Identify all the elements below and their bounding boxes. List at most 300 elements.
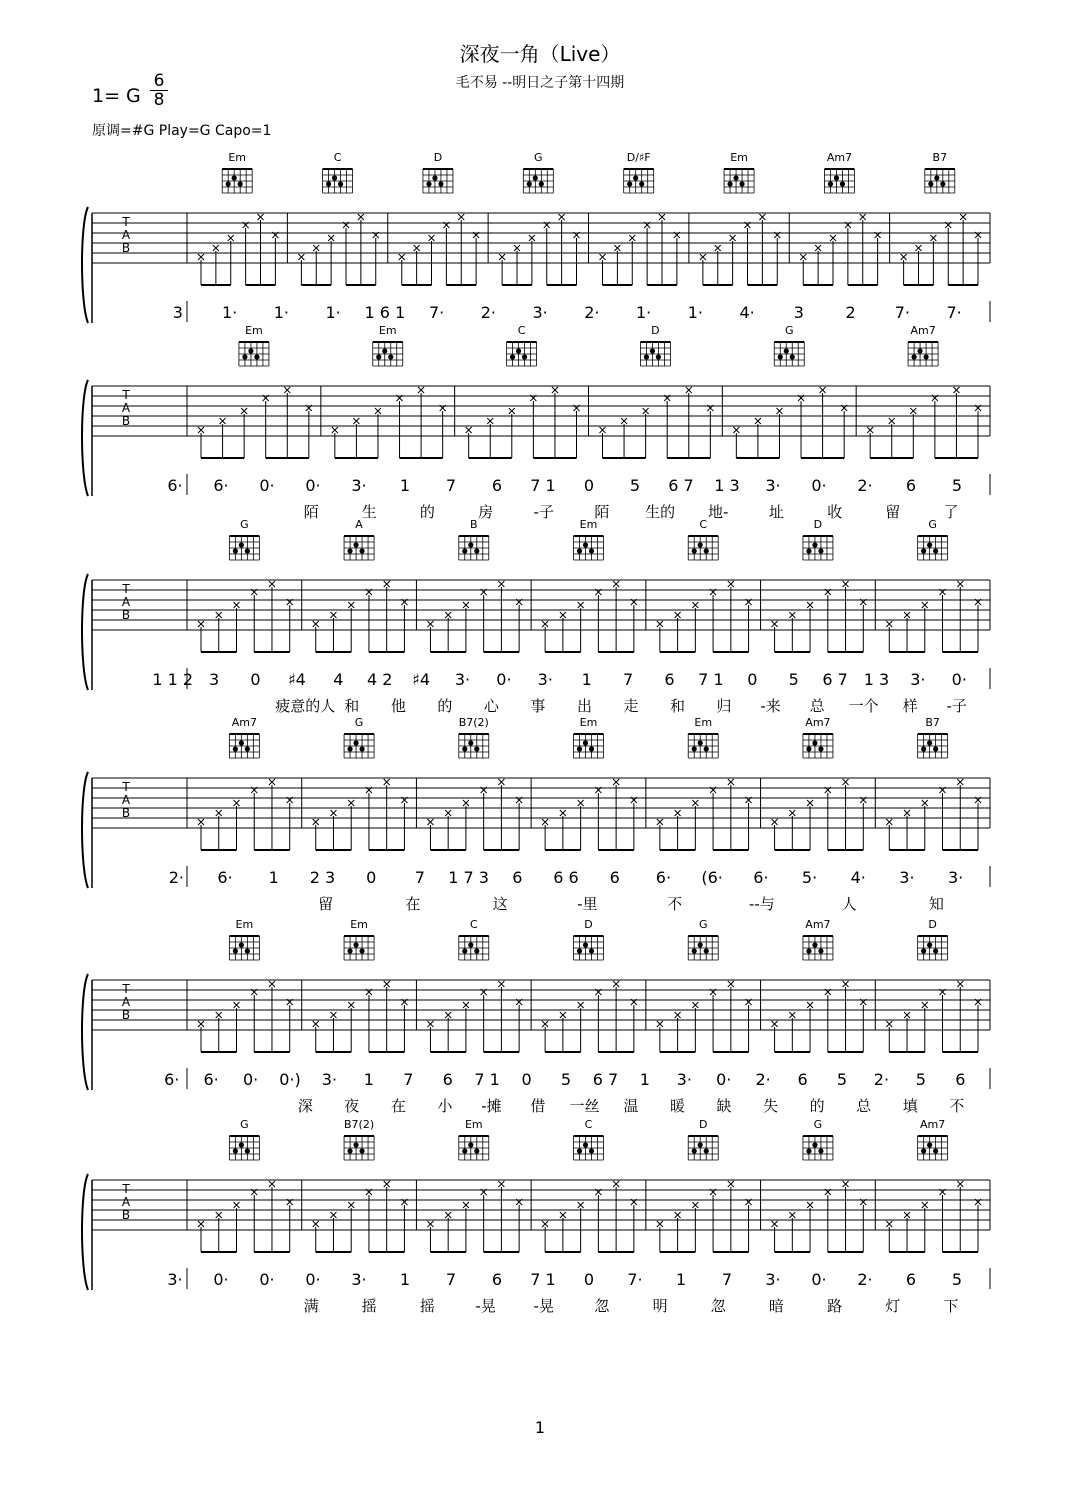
numbered-note: 0 [583, 1270, 595, 1289]
note-mark [560, 1212, 566, 1218]
note-mark [463, 602, 469, 608]
chord-finger-dot [583, 740, 588, 745]
note-mark [957, 581, 963, 587]
note-mark [776, 408, 782, 414]
chord-finger-dot [468, 942, 473, 947]
lyric-word: 在 [405, 895, 421, 913]
chord-finger-dot [933, 948, 938, 953]
chord-finger-dot [812, 740, 817, 745]
lyric-word: 了 [943, 503, 959, 521]
chord-finger-dot [248, 348, 253, 353]
lyric-word: 地- [708, 503, 729, 521]
lyric-word: 暗 [768, 1297, 784, 1315]
numbered-note: 6 [905, 476, 917, 495]
numbered-note: 1 [399, 1270, 411, 1289]
chord-finger-dot [812, 1142, 817, 1147]
chord-finger-dot [704, 948, 709, 953]
chord-finger-dot [332, 175, 337, 180]
chord-name: Em [378, 324, 397, 337]
numbered-note: 6· [203, 1070, 219, 1089]
numbered-note: 3 [172, 303, 183, 322]
chord-finger-dot [583, 542, 588, 547]
chord-name: Am7 [920, 1118, 946, 1131]
note-mark [772, 621, 778, 627]
note-mark [621, 418, 627, 424]
note-mark [657, 1021, 663, 1027]
note-mark [560, 810, 566, 816]
numbered-note: 6 [442, 1070, 453, 1089]
numbered-note: 0 [250, 670, 261, 689]
numbered-note: 2 3 [309, 868, 336, 887]
note-mark [330, 1212, 336, 1218]
tab-label-letter: T [122, 215, 130, 229]
chord-finger-dot [326, 181, 331, 186]
note-mark [807, 1202, 813, 1208]
tab-system [82, 1118, 990, 1315]
note-mark [499, 254, 505, 260]
note-mark [487, 418, 493, 424]
note-mark [675, 612, 681, 618]
tab-system [82, 151, 990, 323]
lyric-word: 暖 [670, 1097, 686, 1115]
note-mark [659, 214, 665, 220]
tab-label-letter: T [122, 780, 130, 794]
chord-finger-dot [233, 1148, 238, 1153]
lyric-word: 明 [652, 1297, 668, 1315]
chord-name: Em [579, 716, 598, 729]
chord-finger-dot [589, 948, 594, 953]
chord-finger-dot [527, 181, 532, 186]
numbered-note: 5· [801, 868, 818, 887]
note-mark [789, 810, 795, 816]
chord-finger-dot [818, 948, 823, 953]
numbered-note: 7 [721, 1270, 733, 1289]
note-mark [692, 602, 698, 608]
lyric-word: 事 [530, 697, 546, 715]
chord-finger-dot [242, 354, 247, 359]
numbered-note: 6· [655, 868, 672, 887]
note-mark [904, 1212, 910, 1218]
note-mark [542, 819, 548, 825]
chord-finger-dot [698, 1142, 703, 1147]
key-signature: 1= G [92, 85, 141, 107]
chord-finger-dot [934, 175, 939, 180]
note-mark [284, 387, 290, 393]
lyric-word: 缺 [716, 1097, 732, 1115]
note-mark [328, 235, 334, 241]
chord-finger-dot [338, 181, 343, 186]
chord-finger-dot [778, 354, 783, 359]
chord-finger-dot [522, 354, 527, 359]
chord-name: D [928, 918, 937, 931]
lyric-word: 摇 [419, 1297, 435, 1315]
page-number: 1 [534, 1418, 546, 1437]
chord-finger-dot [639, 181, 644, 186]
numbered-note: 6 [664, 670, 675, 689]
lyric-word: 失 [763, 1097, 779, 1115]
note-mark [384, 981, 390, 987]
note-mark [269, 1181, 275, 1187]
chord-finger-dot [388, 354, 393, 359]
chord-finger-dot [238, 181, 243, 186]
note-mark [445, 612, 451, 618]
numbered-note: 3· [321, 1070, 338, 1089]
note-mark [269, 581, 275, 587]
numbered-note: 7 1 [530, 1270, 556, 1289]
chord-finger-dot [462, 1148, 467, 1153]
lyric-word: 的 [419, 503, 435, 521]
numbered-note: 7 [403, 1070, 414, 1089]
tab-label-letter: B [121, 241, 131, 255]
note-mark [843, 779, 849, 785]
chord-finger-dot [359, 548, 364, 553]
chord-finger-dot [704, 548, 709, 553]
lyric-word: 房 [478, 503, 494, 521]
numbered-note: 0· [496, 670, 512, 689]
chord-name: C [699, 518, 708, 531]
numbered-note: 0 [583, 476, 595, 495]
chord-name: G [354, 716, 364, 729]
chord-finger-dot [347, 548, 352, 553]
chord-finger-dot [911, 354, 916, 359]
chord-name: Am7 [826, 151, 853, 164]
chord-finger-dot [539, 181, 544, 186]
numbered-note: 6 [512, 868, 523, 887]
chord-name: G [534, 151, 543, 164]
chord-finger-dot [927, 1142, 932, 1147]
numbered-note: 7· [428, 303, 445, 322]
note-mark [578, 1002, 584, 1008]
lyric-word: 总 [809, 697, 825, 715]
chord-finger-dot [589, 1148, 594, 1153]
song-subtitle: 毛不易 --明日之子第十四期 [455, 75, 625, 91]
note-mark [922, 602, 928, 608]
time-signature-top: 6 [150, 72, 168, 91]
chord-name: C [517, 324, 526, 337]
numbered-note: 7 [445, 1270, 457, 1289]
chord-finger-dot [233, 948, 238, 953]
numbered-note: 0· [951, 670, 967, 689]
note-mark [728, 981, 734, 987]
chord-finger-dot [627, 181, 632, 186]
numbered-note: 1· [325, 303, 341, 322]
note-mark [613, 581, 619, 587]
numbered-note: 1 6 1 [364, 303, 406, 322]
note-mark [313, 1021, 319, 1027]
note-mark [957, 1181, 963, 1187]
note-mark [213, 245, 219, 251]
numbered-note: 5 [560, 1070, 572, 1089]
numbered-note: 4 2 [366, 670, 393, 689]
chord-finger-dot [353, 542, 358, 547]
note-mark [910, 408, 916, 414]
chord-finger-dot [239, 542, 244, 547]
chord-finger-dot [933, 548, 938, 553]
tab-label-letter: B [121, 608, 131, 622]
lyric-word: 留 [885, 503, 901, 521]
tab-label-letter: B [121, 1208, 131, 1222]
numbered-note: 6 [797, 1070, 808, 1089]
numbered-note: 1 7 3 [448, 868, 489, 887]
numbered-note: 6· [164, 1070, 180, 1089]
chord-finger-dot [245, 1148, 250, 1153]
note-mark [399, 254, 405, 260]
lyric-word: -晃 [475, 1297, 496, 1315]
numbered-note: 3· [167, 1270, 183, 1289]
numbered-note: 3· [948, 868, 964, 887]
note-mark [657, 621, 663, 627]
note-mark [313, 245, 319, 251]
chord-finger-dot [233, 548, 238, 553]
numbered-note: 3· [532, 303, 548, 322]
note-mark [772, 819, 778, 825]
note-mark [675, 1012, 681, 1018]
chord-finger-dot [933, 746, 938, 751]
note-mark [233, 1202, 239, 1208]
numbered-note: 6 [491, 1270, 503, 1289]
numbered-note: 7 1 [530, 476, 556, 495]
note-mark [755, 418, 761, 424]
note-mark [916, 245, 922, 251]
system-bracket [82, 574, 88, 690]
numbered-note: 0· [305, 1270, 321, 1289]
lyric-word: 一个 [848, 697, 879, 715]
note-mark [843, 981, 849, 987]
note-mark [542, 1021, 548, 1027]
chord-finger-dot [927, 942, 932, 947]
lyric-word: 的 [437, 697, 453, 715]
chord-finger-dot [468, 740, 473, 745]
numbered-note: 0· [811, 476, 827, 495]
lyric-word: 忽 [710, 1297, 726, 1315]
note-mark [258, 214, 264, 220]
lyric-word: 的 [809, 1097, 825, 1115]
lyric-word: --与 [748, 895, 775, 913]
tab-system [82, 918, 990, 1115]
numbered-note: 1 1 2 [152, 670, 194, 689]
note-mark [728, 581, 734, 587]
chord-finger-dot [921, 948, 926, 953]
chord-finger-dot [438, 181, 443, 186]
numbered-note: 0· [305, 476, 321, 495]
lyric-word: 陌 [594, 503, 610, 521]
numbered-note: 5 [788, 670, 799, 689]
chord-finger-dot [818, 548, 823, 553]
chord-name: C [469, 918, 478, 931]
note-mark [514, 245, 520, 251]
chord-name: D/♯F [626, 151, 651, 164]
chord-finger-dot [834, 175, 839, 180]
chord-finger-dot [254, 354, 259, 359]
chord-finger-dot [698, 942, 703, 947]
lyric-word: 他 [390, 697, 406, 715]
note-mark [445, 1012, 451, 1018]
tab-label-letter: B [121, 414, 131, 428]
note-mark [613, 1181, 619, 1187]
note-mark [700, 254, 706, 260]
note-mark [613, 779, 619, 785]
tab-label-letter: B [121, 1008, 131, 1022]
tab-label-letter: T [122, 388, 130, 402]
system-bracket [82, 207, 88, 323]
note-mark [427, 819, 433, 825]
chord-finger-dot [376, 354, 381, 359]
chord-finger-dot [933, 1148, 938, 1153]
chord-name: D [584, 918, 593, 931]
note-mark [498, 779, 504, 785]
chord-finger-dot [474, 948, 479, 953]
note-mark [772, 1021, 778, 1027]
lyric-word: 摇 [361, 1297, 377, 1315]
chord-name: B7(2) [344, 1118, 375, 1131]
lyric-word: 在 [390, 1097, 406, 1115]
chord-finger-dot [474, 1148, 479, 1153]
chord-name: Am7 [805, 716, 831, 729]
numbered-note: 6 7 [822, 670, 848, 689]
note-mark [807, 1002, 813, 1008]
numbered-note: 1 3 [863, 670, 890, 689]
chord-name: Em [350, 918, 368, 931]
numbered-note: 3 [793, 303, 804, 322]
chord-finger-dot [806, 948, 811, 953]
lyric-word: -摊 [481, 1097, 502, 1115]
numbered-note: 6 [905, 1270, 917, 1289]
lyric-word: 归 [716, 697, 732, 715]
note-mark [429, 235, 435, 241]
numbered-note: ♯4 [287, 670, 306, 689]
note-mark [886, 1021, 892, 1027]
chord-finger-dot [921, 1148, 926, 1153]
lyric-word: -里 [577, 895, 598, 913]
note-mark [953, 387, 959, 393]
note-mark [686, 387, 692, 393]
note-mark [559, 214, 565, 220]
numbered-note: 0· [242, 1070, 259, 1089]
numbered-note: 1· [273, 303, 290, 322]
note-mark [375, 408, 381, 414]
chord-finger-dot [382, 348, 387, 353]
chord-finger-dot [353, 1142, 358, 1147]
numbered-note: 6· [217, 868, 233, 887]
numbered-note: 1· [635, 303, 652, 322]
chord-finger-dot [510, 354, 515, 359]
note-mark [313, 819, 319, 825]
chord-finger-dot [818, 746, 823, 751]
note-mark [957, 981, 963, 987]
numbered-note: 5 [836, 1070, 848, 1089]
numbered-note: 5 [951, 476, 963, 495]
chord-finger-dot [462, 948, 467, 953]
lyric-word: -子 [533, 503, 554, 521]
tab-system [82, 716, 990, 913]
lyric-word: 不 [949, 1097, 965, 1115]
note-mark [269, 981, 275, 987]
system-bracket [82, 380, 88, 496]
numbered-note: 5 [951, 1270, 963, 1289]
note-mark [198, 1221, 204, 1227]
chord-finger-dot [226, 181, 231, 186]
chord-finger-dot [921, 746, 926, 751]
note-mark [384, 779, 390, 785]
note-mark [463, 1002, 469, 1008]
lyric-word: 下 [943, 1297, 959, 1315]
chord-finger-dot [583, 1142, 588, 1147]
chord-finger-dot [347, 1148, 352, 1153]
chord-finger-dot [790, 354, 795, 359]
lyric-word: 留 [318, 895, 334, 913]
numbered-note: 3· [351, 1270, 367, 1289]
note-mark [600, 427, 606, 433]
chord-name: Em [235, 918, 254, 931]
lyric-word: 总 [856, 1097, 872, 1115]
note-mark [578, 602, 584, 608]
note-mark [552, 387, 558, 393]
chord-finger-dot [589, 746, 594, 751]
note-mark [529, 235, 535, 241]
note-mark [418, 387, 424, 393]
lyric-word: 路 [827, 1297, 843, 1315]
note-mark [313, 1221, 319, 1227]
chord-finger-dot [940, 181, 945, 186]
note-mark [830, 235, 836, 241]
numbered-note: 7 [623, 670, 634, 689]
tab-label-letter: A [121, 1195, 131, 1209]
tab-label-letter: T [122, 1182, 130, 1196]
lyric-word: 生 [361, 503, 377, 521]
note-mark [330, 810, 336, 816]
chord-name: D [433, 151, 443, 164]
note-mark [330, 612, 336, 618]
numbered-note: 1 [675, 1270, 687, 1289]
numbered-note: 7 [445, 476, 457, 495]
lyric-word: 小 [437, 1097, 453, 1115]
chord-finger-dot [245, 948, 250, 953]
numbered-note: 7· [894, 303, 911, 322]
chord-finger-dot [784, 348, 789, 353]
note-mark [789, 612, 795, 618]
note-mark [904, 1012, 910, 1018]
note-mark [759, 214, 765, 220]
time-signature-bottom: 8 [153, 90, 165, 110]
chord-name: Em [464, 1118, 483, 1131]
numbered-note: (6· [701, 868, 723, 887]
note-mark [216, 810, 222, 816]
note-mark [614, 245, 620, 251]
note-mark [715, 245, 721, 251]
note-mark [578, 1202, 584, 1208]
lyric-word: 和 [344, 697, 360, 715]
chord-name: A [355, 518, 363, 531]
system-bracket [82, 1174, 88, 1290]
chord-name: C [584, 1118, 593, 1131]
note-mark [886, 1221, 892, 1227]
chord-finger-dot [347, 746, 352, 751]
lyric-word: 收 [827, 503, 843, 521]
numbered-note: 2· [584, 303, 600, 322]
chord-finger-dot [733, 175, 738, 180]
lyric-word: 不 [667, 895, 683, 913]
note-mark [216, 1012, 222, 1018]
chord-name: Am7 [805, 918, 831, 931]
note-mark [613, 981, 619, 987]
chord-finger-dot [462, 548, 467, 553]
chord-finger-dot [698, 740, 703, 745]
note-mark [463, 800, 469, 806]
lyric-word: 填 [902, 1097, 918, 1115]
numbered-note: 3 [209, 670, 220, 689]
chord-finger-dot [806, 1148, 811, 1153]
numbered-note: 4· [850, 868, 866, 887]
